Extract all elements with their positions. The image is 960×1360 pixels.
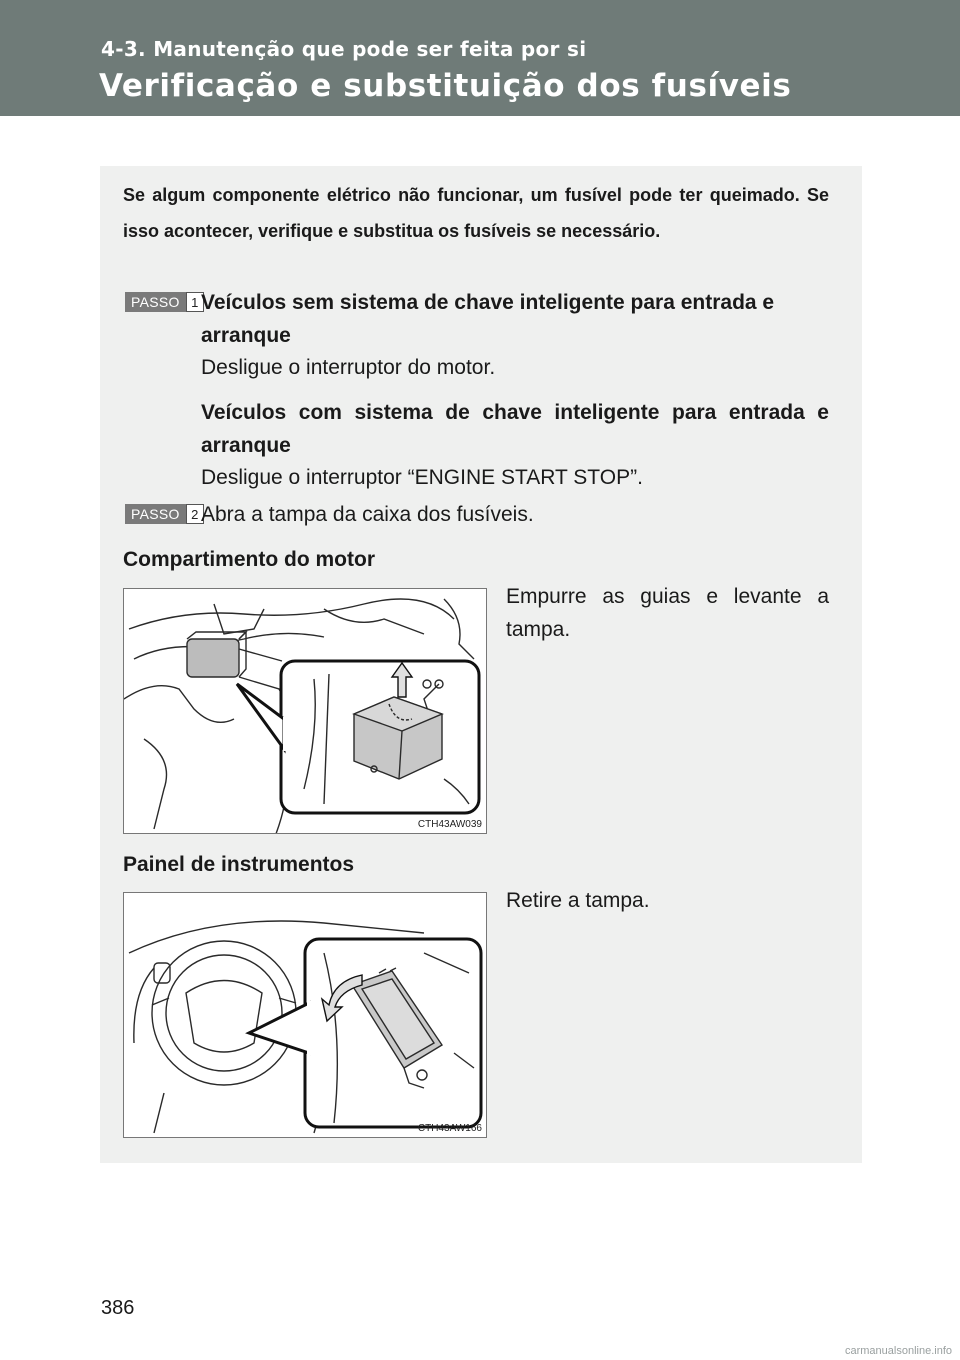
section-label: 4-3. Manutenção que pode ser feita por si [101,37,587,61]
engine-fuse-box-illustration [123,588,487,834]
figure-code: CTH43AW166 [417,1123,482,1134]
step-badge-label: PASSO [125,504,186,524]
step-1-badge [125,292,204,312]
step-1-heading-smart-key: Veículos com sistema de chave inteligente para entrada e arranque [201,401,829,457]
dashboard-fuse-cover-illustration [123,892,487,1138]
engine-instruction: Empurre as guias e levante a tampa. [506,585,829,641]
step-1-text-smart-key: Desligue o interruptor “ENGINE START STOP”. [201,466,643,489]
step-badge-number: 2 [186,504,204,524]
step-badge-label: PASSO [125,292,186,312]
figure-code: CTH43AW039 [417,819,482,830]
step-1-heading-no-smart-key: Veículos sem sistema de chave inteligente para entrada e arranque [201,291,775,347]
instrument-panel-heading: Painel de instrumentos [123,853,355,876]
step-1-text-no-smart-key: Desligue o interruptor do motor. [201,356,496,379]
page-title: Verificação e substituição dos fusíveis [99,68,792,104]
intro-paragraph: Se algum componente elétrico não funcionar, um fusível pode ter queimado. Se isso acontecer, verifique e substitua os fusíveis se necessário. [123,185,829,241]
dashboard-instruction: Retire a tampa. [506,889,650,912]
step-2-badge [125,504,204,524]
watermark: carmanualsonline.info [844,1345,952,1357]
page-number: 386 [101,1297,135,1319]
engine-compartment-heading: Compartimento do motor [123,548,375,571]
step-badge-number: 1 [186,292,204,312]
step-2-text: Abra a tampa da caixa dos fusíveis. [201,503,534,526]
chapter-header [0,0,960,116]
